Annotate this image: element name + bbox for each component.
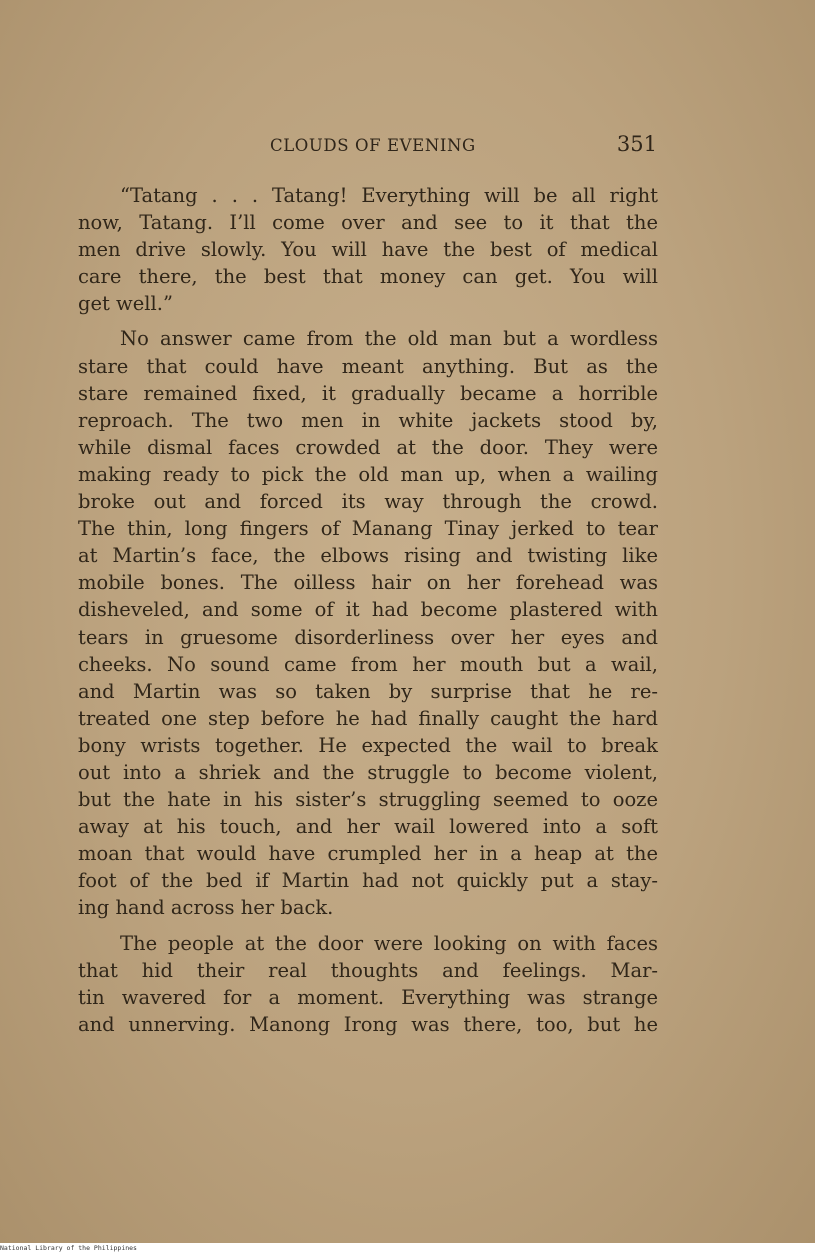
text-line: tears in gruesome disorderliness over her eyes and xyxy=(78,625,658,649)
text-line: “Tatang . . . Tatang! Everything will be all right xyxy=(120,184,658,207)
text-line: broke out and forced its way through the crowd. xyxy=(78,490,658,514)
text-line: and Martin was so taken by surprise that he re- xyxy=(78,679,658,703)
text-line: The thin, long fingers of Manang Tinay jerked to tear xyxy=(78,517,658,541)
text-line: foot of the bed if Martin had not quickly put a stay- xyxy=(78,869,658,893)
text-line: get well.” xyxy=(78,292,173,316)
text-line: cheeks. No sound came from her mouth but a wail, xyxy=(78,652,658,676)
text-line: but the hate in his sister’s struggling seemed to ooze xyxy=(78,788,658,812)
text-line: men drive slowly. You will have the best of medical xyxy=(78,238,658,262)
running-title: CLOUDS OF EVENING xyxy=(270,136,476,155)
text-line: care there, the best that money can get. You will xyxy=(78,265,658,289)
text-line: stare remained fixed, it gradually became a horrible xyxy=(78,381,658,405)
text-line: stare that could have meant anything. But as the xyxy=(78,354,658,378)
body-text xyxy=(78,182,658,1038)
text-line: disheveled, and some of it had become plastered with xyxy=(78,598,658,622)
text-line: at Martin’s face, the elbows rising and twisting like xyxy=(78,544,658,568)
text-line: tin wavered for a moment. Everything was strange xyxy=(78,985,658,1009)
text-line: mobile bones. The oilless hair on her forehead was xyxy=(78,571,658,595)
text-line: and unnerving. Manong Irong was there, too, but he xyxy=(78,1012,658,1036)
text-line: moan that would have crumpled her in a heap at the xyxy=(78,842,658,866)
text-line: No answer came from the old man but a wordless xyxy=(120,327,658,351)
text-line: out into a shriek and the struggle to become violent, xyxy=(78,760,658,784)
page-header xyxy=(0,132,815,162)
text-line: bony wrists together. He expected the wail to break xyxy=(78,733,658,757)
text-line: now, Tatang. I’ll come over and see to it that the xyxy=(78,211,658,235)
paragraph-2 xyxy=(78,325,658,921)
library-credit: National Library of the Philippines xyxy=(0,1244,137,1252)
text-line: reproach. The two men in white jackets stood by, xyxy=(78,408,658,432)
paragraph-3 xyxy=(78,930,658,1038)
text-line: ing hand across her back. xyxy=(78,896,334,920)
paragraph-1 xyxy=(78,182,658,317)
text-line: that hid their real thoughts and feelings. Mar- xyxy=(78,958,658,982)
text-line: while dismal faces crowded at the door. They were xyxy=(78,435,658,459)
text-line: treated one step before he had finally caught the hard xyxy=(78,706,658,730)
page-number: 351 xyxy=(616,132,657,156)
text-line: making ready to pick the old man up, when a wailing xyxy=(78,462,658,486)
text-line: The people at the door were looking on with faces xyxy=(120,931,658,955)
text-line: away at his touch, and her wail lowered into a soft xyxy=(78,815,658,839)
